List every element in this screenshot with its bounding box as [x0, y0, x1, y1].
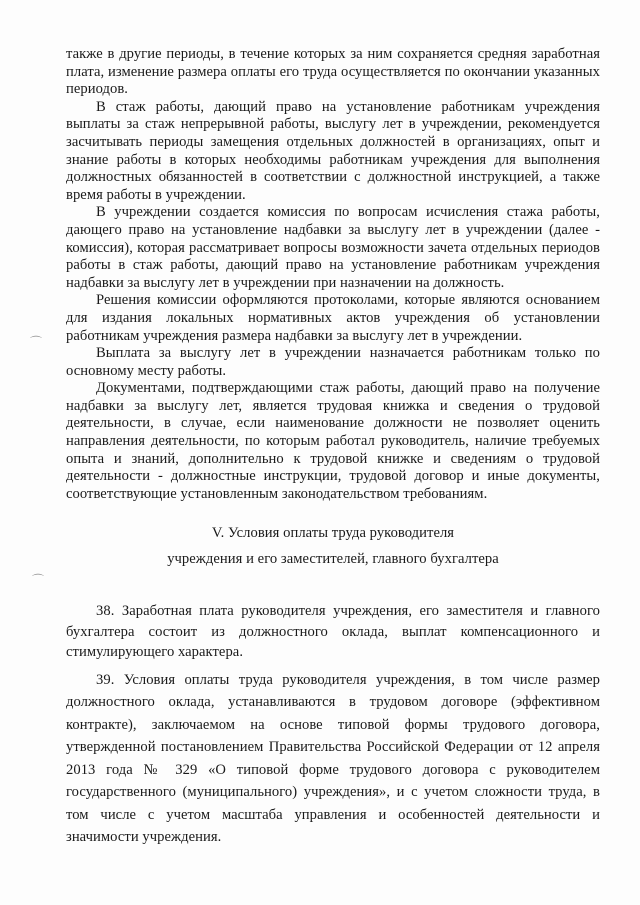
section-heading-line2: учреждения и его заместителей, главного бухгалтера — [167, 551, 499, 568]
paragraph-continuation: также в другие периоды, в течение которых за ним сохраняется средняя заработная плата, изменение размера оплаты его труда осуществляется по окончании указанных периодов. — [66, 46, 600, 98]
paragraph-vyplata: Выплата за выслугу лет в учреждении назначается работникам только по основному месту работы. — [66, 345, 600, 379]
section-heading-line1: V. Условия оплаты труда руководителя — [211, 525, 455, 542]
document-body — [66, 46, 600, 849]
paragraph-resheniya: Решения комиссии оформляются протоколами, которые являются основанием для издания локальных нормативных актов учреждения об установлении работникам учреждения размера надбавки за выслугу лет в учреждении. — [66, 292, 600, 344]
paragraph-38-block — [66, 601, 600, 663]
paragraph-komissiya: В учреждении создается комиссия по вопросам исчисления стажа работы, дающего право на установление надбавки за выслугу лет в учреждении (далее - комиссия), которая рассматривает вопросы возможности зачета отдельных периодов работы в стаж работы, дающий право на установление работникам учреждения надбавки за выслугу лет в учреждении при назначении на должность. — [66, 204, 600, 291]
margin-mark: ⌒ — [32, 573, 45, 587]
margin-mark: ⌒ — [30, 335, 43, 349]
paragraph-dokumenty: Документами, подтверждающими стаж работы, дающий право на получение надбавки за выслугу лет, является трудовая книжка и сведения о трудовой деятельности, в случае, если наименование должности не позволяет оценить направления деятельности, по которым работал руководитель, наличие требуемых опыта и знаний, дополнительно к трудовой книжке и сведениям о трудовой деятельности - должностные инструкции, трудовой договор и иные документы, соответствующие установленным законодательством требованиям. — [66, 380, 600, 502]
paragraph-stazh-raboty: В стаж работы, дающий право на установление работникам учреждения выплаты за стаж непрерывной работы, выслугу лет в учреждении, рекомендуется засчитывать периоды замещения отдельных должностей в организациях, опыт и знание работы в которых необходимы работникам учреждения для выполнения должностных обязанностей в соответствии с должностной инструкцией, а также время работы в учреждении. — [66, 98, 600, 203]
paragraph-39-block — [66, 669, 600, 849]
paragraph-38: 38. Заработная плата руководителя учреждения, его заместителя и главного бухгалтера состоит из должностного оклада, выплат компенсационного и стимулирующего характера. — [66, 603, 600, 661]
paragraph-39: 39. Условия оплаты труда руководителя учреждения, в том числе размер должностного оклада, устанавливаются в трудовом договоре (эффективном контракте), заключаемом на основе типовой формы трудового договора, утвержденной постановлением Правительства Российской Федерации от 12 апреля 2013 года № 329 «О типовой форме трудового договора с руководителем государственного (муниципального) учреждения», и с учетом сложности труда, в том числе с учетом масштаба управления и особенностей деятельности и значимости учреждения. — [66, 671, 600, 846]
section-heading — [66, 523, 600, 569]
